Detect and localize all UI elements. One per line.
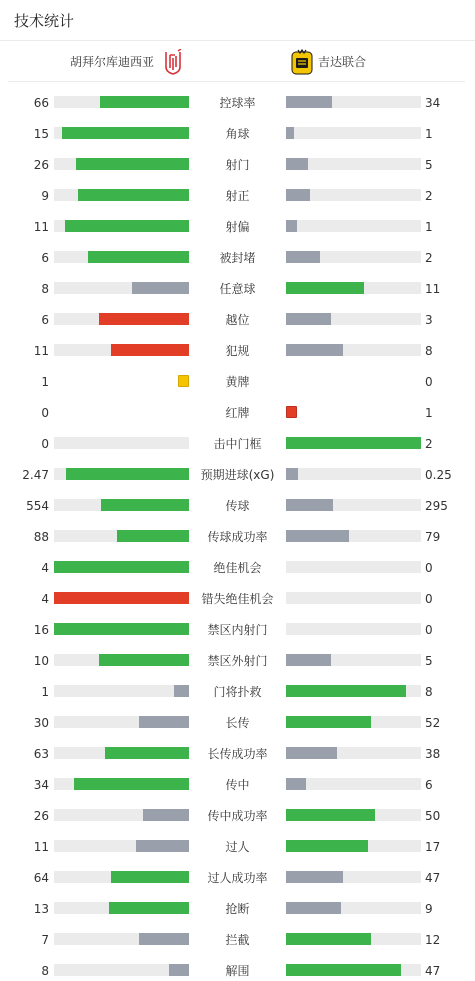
stat-label: 犯规 bbox=[225, 344, 250, 358]
stat-label: 红牌 bbox=[225, 406, 250, 420]
stat-label: 过人成功率 bbox=[207, 871, 268, 885]
home-stat-value: 26 bbox=[33, 809, 49, 823]
away-stat-bar bbox=[286, 499, 421, 511]
home-stat-bar-fill bbox=[117, 530, 189, 542]
stat-label: 解围 bbox=[225, 964, 250, 978]
away-stat-bar bbox=[286, 840, 421, 852]
away-stat-bar-fill bbox=[286, 251, 320, 263]
stat-row bbox=[0, 592, 475, 606]
home-stat-value: 7 bbox=[41, 933, 49, 947]
away-stat-bar-fill bbox=[286, 468, 298, 480]
away-stat-bar bbox=[286, 623, 421, 635]
stat-row bbox=[0, 313, 475, 327]
home-stat-bar-fill bbox=[101, 499, 189, 511]
home-stat-value: 4 bbox=[41, 561, 49, 575]
stat-label: 黄牌 bbox=[225, 375, 250, 389]
away-stat-value: 17 bbox=[425, 840, 441, 854]
home-stat-bar bbox=[54, 437, 189, 449]
stat-row bbox=[0, 623, 475, 637]
stat-label: 绝佳机会 bbox=[213, 561, 262, 575]
away-stat-bar bbox=[286, 933, 421, 945]
home-stat-bar bbox=[54, 840, 189, 852]
home-stat-value: 13 bbox=[33, 902, 49, 916]
stat-row bbox=[0, 220, 475, 234]
home-stat-bar-fill bbox=[100, 96, 189, 108]
home-team-logo-icon bbox=[162, 49, 184, 75]
stat-label: 抢断 bbox=[225, 902, 250, 916]
away-stat-value: 0 bbox=[425, 375, 433, 389]
stat-row bbox=[0, 964, 475, 978]
away-stat-bar bbox=[286, 561, 421, 573]
away-stat-bar bbox=[286, 902, 421, 914]
home-stat-bar-fill bbox=[78, 189, 189, 201]
home-stat-bar-fill bbox=[54, 623, 189, 635]
away-stat-bar bbox=[286, 189, 421, 201]
stat-row bbox=[0, 406, 475, 420]
stat-label: 传中成功率 bbox=[207, 809, 268, 823]
home-stat-value: 0 bbox=[41, 406, 49, 420]
home-stat-value: 6 bbox=[41, 313, 49, 327]
home-stat-bar bbox=[54, 158, 189, 170]
away-stat-bar bbox=[286, 282, 421, 294]
home-stat-value: 64 bbox=[33, 871, 49, 885]
away-stat-bar-fill bbox=[286, 716, 371, 728]
stat-row bbox=[0, 685, 475, 699]
stat-label: 击中门框 bbox=[213, 437, 262, 451]
stat-label: 射偏 bbox=[225, 220, 250, 234]
away-stat-value: 47 bbox=[425, 964, 441, 978]
stat-row bbox=[0, 778, 475, 792]
home-stat-bar bbox=[54, 964, 189, 976]
home-stat-value: 1 bbox=[41, 685, 49, 699]
home-stat-value: 2.47 bbox=[22, 468, 49, 482]
home-stat-value: 30 bbox=[33, 716, 49, 730]
home-stat-value: 10 bbox=[33, 654, 49, 668]
away-stat-bar-fill bbox=[286, 685, 406, 697]
home-stat-bar-fill bbox=[132, 282, 189, 294]
teams-header bbox=[8, 41, 465, 82]
stat-row bbox=[0, 716, 475, 730]
away-stat-bar bbox=[286, 964, 421, 976]
stat-row bbox=[0, 375, 475, 389]
away-stat-bar bbox=[286, 716, 421, 728]
away-stat-bar bbox=[286, 685, 421, 697]
home-stat-bar-fill bbox=[139, 716, 189, 728]
home-stat-bar bbox=[54, 220, 189, 232]
home-stat-value: 16 bbox=[33, 623, 49, 637]
away-stat-bar-fill bbox=[286, 96, 332, 108]
home-stat-bar bbox=[54, 561, 189, 573]
away-stat-value: 11 bbox=[425, 282, 441, 296]
away-stat-bar bbox=[286, 158, 421, 170]
away-stat-value: 9 bbox=[425, 902, 433, 916]
home-stat-value: 63 bbox=[33, 747, 49, 761]
stat-label: 被封堵 bbox=[219, 251, 256, 265]
home-team[interactable] bbox=[70, 41, 184, 82]
home-stat-bar bbox=[54, 685, 189, 697]
home-stat-value: 11 bbox=[33, 344, 49, 358]
away-stat-value: 3 bbox=[425, 313, 433, 327]
home-stat-value: 6 bbox=[41, 251, 49, 265]
away-stat-bar-fill bbox=[286, 499, 333, 511]
stat-row bbox=[0, 189, 475, 203]
home-stat-bar-fill bbox=[54, 561, 189, 573]
stat-label: 越位 bbox=[225, 313, 250, 327]
stat-row bbox=[0, 437, 475, 451]
stat-row bbox=[0, 933, 475, 947]
away-stat-bar-fill bbox=[286, 871, 343, 883]
home-stat-bar bbox=[54, 189, 189, 201]
home-stat-value: 34 bbox=[33, 778, 49, 792]
home-stat-bar bbox=[54, 871, 189, 883]
away-stat-value: 38 bbox=[425, 747, 441, 761]
home-stat-value: 9 bbox=[41, 189, 49, 203]
home-stat-bar-fill bbox=[109, 902, 189, 914]
away-team-logo-icon bbox=[291, 49, 313, 75]
away-stat-value: 0 bbox=[425, 561, 433, 575]
home-stat-value: 1 bbox=[41, 375, 49, 389]
away-stat-value: 34 bbox=[425, 96, 441, 110]
away-stat-bar-fill bbox=[286, 282, 364, 294]
away-stat-bar-fill bbox=[286, 747, 337, 759]
away-stat-value: 8 bbox=[425, 344, 433, 358]
page-title: 技术统计 bbox=[14, 12, 75, 30]
home-stat-bar-fill bbox=[169, 964, 189, 976]
stat-row bbox=[0, 871, 475, 885]
away-stat-value: 5 bbox=[425, 158, 433, 172]
away-stat-value: 295 bbox=[425, 499, 448, 513]
home-stat-bar bbox=[54, 251, 189, 263]
home-stat-bar-fill bbox=[136, 840, 189, 852]
away-stat-value: 1 bbox=[425, 127, 433, 141]
home-stat-bar bbox=[54, 344, 189, 356]
home-stat-bar bbox=[54, 96, 189, 108]
home-stat-value: 11 bbox=[33, 840, 49, 854]
home-stat-bar-fill bbox=[105, 747, 189, 759]
home-stat-bar bbox=[54, 468, 189, 480]
away-stat-value: 2 bbox=[425, 251, 433, 265]
away-stat-bar bbox=[286, 96, 421, 108]
stat-row bbox=[0, 530, 475, 544]
stat-row bbox=[0, 127, 475, 141]
away-stat-bar-fill bbox=[286, 530, 349, 542]
home-stat-bar-fill bbox=[111, 871, 189, 883]
stat-row bbox=[0, 809, 475, 823]
stat-label: 传球 bbox=[225, 499, 250, 513]
away-stat-bar-fill bbox=[286, 902, 341, 914]
home-stat-bar-fill bbox=[65, 220, 189, 232]
away-stat-bar bbox=[286, 778, 421, 790]
home-stat-bar-fill bbox=[139, 933, 189, 945]
away-stat-value: 52 bbox=[425, 716, 441, 730]
away-stat-bar bbox=[286, 592, 421, 604]
away-red-card-icon bbox=[286, 406, 297, 418]
away-stat-value: 47 bbox=[425, 871, 441, 885]
home-stat-value: 8 bbox=[41, 282, 49, 296]
away-stat-bar bbox=[286, 654, 421, 666]
stat-row bbox=[0, 282, 475, 296]
home-stat-bar-fill bbox=[54, 592, 189, 604]
home-yellow-card-icon bbox=[178, 375, 189, 387]
away-stat-bar-fill bbox=[286, 964, 401, 976]
home-stat-bar bbox=[54, 933, 189, 945]
away-stat-value: 2 bbox=[425, 189, 433, 203]
home-team-name: 胡拜尔库迪西亚 bbox=[69, 55, 154, 69]
away-stat-bar-fill bbox=[286, 344, 343, 356]
stat-label: 控球率 bbox=[219, 96, 256, 110]
stat-label: 任意球 bbox=[219, 282, 256, 296]
away-stat-value: 0 bbox=[425, 592, 433, 606]
away-stat-value: 8 bbox=[425, 685, 433, 699]
away-stat-bar-fill bbox=[286, 127, 294, 139]
away-stat-bar bbox=[286, 251, 421, 263]
away-stat-bar bbox=[286, 220, 421, 232]
home-stat-bar bbox=[54, 623, 189, 635]
away-stat-bar-fill bbox=[286, 809, 375, 821]
stat-row bbox=[0, 561, 475, 575]
home-stat-value: 88 bbox=[33, 530, 49, 544]
home-stat-value: 4 bbox=[41, 592, 49, 606]
stat-label: 射门 bbox=[225, 158, 250, 172]
away-stat-value: 0 bbox=[425, 623, 433, 637]
stat-label: 角球 bbox=[225, 127, 250, 141]
away-stat-bar-fill bbox=[286, 654, 331, 666]
stat-label: 错失绝佳机会 bbox=[201, 592, 274, 606]
away-stat-value: 1 bbox=[425, 406, 433, 420]
home-stat-value: 15 bbox=[33, 127, 49, 141]
away-stat-bar bbox=[286, 809, 421, 821]
home-stat-value: 11 bbox=[33, 220, 49, 234]
away-stat-value: 0.25 bbox=[425, 468, 452, 482]
away-stat-value: 79 bbox=[425, 530, 441, 544]
home-stat-bar bbox=[54, 592, 189, 604]
home-stat-bar bbox=[54, 747, 189, 759]
home-stat-bar bbox=[54, 499, 189, 511]
home-stat-bar bbox=[54, 902, 189, 914]
home-stat-bar bbox=[54, 313, 189, 325]
home-stat-bar-fill bbox=[66, 468, 189, 480]
away-stat-bar bbox=[286, 530, 421, 542]
away-stat-value: 2 bbox=[425, 437, 433, 451]
stat-label: 过人 bbox=[225, 840, 250, 854]
home-stat-bar-fill bbox=[99, 313, 189, 325]
home-stat-bar bbox=[54, 654, 189, 666]
away-team[interactable] bbox=[291, 41, 366, 82]
home-stat-value: 8 bbox=[41, 964, 49, 978]
stat-row bbox=[0, 840, 475, 854]
stat-row bbox=[0, 344, 475, 358]
stat-row bbox=[0, 499, 475, 513]
away-stat-bar-fill bbox=[286, 313, 331, 325]
away-stat-bar-fill bbox=[286, 840, 368, 852]
stat-label: 禁区内射门 bbox=[207, 623, 268, 637]
away-stat-bar bbox=[286, 437, 421, 449]
home-stat-bar bbox=[54, 778, 189, 790]
stat-row bbox=[0, 96, 475, 110]
stat-row bbox=[0, 654, 475, 668]
away-stat-value: 1 bbox=[425, 220, 433, 234]
away-stat-bar-fill bbox=[286, 778, 306, 790]
home-stat-value: 66 bbox=[33, 96, 49, 110]
home-stat-bar bbox=[54, 530, 189, 542]
stat-label: 门将扑救 bbox=[213, 685, 262, 699]
stat-label: 长传 bbox=[225, 716, 250, 730]
home-stat-bar-fill bbox=[62, 127, 189, 139]
away-stat-bar bbox=[286, 747, 421, 759]
home-stat-bar bbox=[54, 282, 189, 294]
home-stat-bar-fill bbox=[99, 654, 189, 666]
stat-label: 传球成功率 bbox=[207, 530, 268, 544]
away-stat-bar-fill bbox=[286, 158, 308, 170]
home-stat-value: 0 bbox=[41, 437, 49, 451]
away-stat-bar-fill bbox=[286, 437, 421, 449]
home-stat-bar-fill bbox=[174, 685, 189, 697]
home-stat-value: 554 bbox=[26, 499, 49, 513]
stat-row bbox=[0, 251, 475, 265]
stat-label: 射正 bbox=[225, 189, 250, 203]
home-stat-bar-fill bbox=[74, 778, 189, 790]
away-stat-bar-fill bbox=[286, 189, 310, 201]
home-stat-bar-fill bbox=[88, 251, 189, 263]
away-stat-bar bbox=[286, 127, 421, 139]
home-stat-bar-fill bbox=[143, 809, 189, 821]
home-stat-bar-fill bbox=[111, 344, 189, 356]
home-stat-bar-fill bbox=[76, 158, 189, 170]
stat-row bbox=[0, 747, 475, 761]
away-stat-value: 6 bbox=[425, 778, 433, 792]
away-stat-bar-fill bbox=[286, 220, 297, 232]
home-stat-bar bbox=[54, 809, 189, 821]
stat-row bbox=[0, 158, 475, 172]
stat-label: 传中 bbox=[225, 778, 250, 792]
title-bar bbox=[0, 0, 475, 41]
away-stat-bar bbox=[286, 871, 421, 883]
away-stat-bar bbox=[286, 313, 421, 325]
away-stat-value: 50 bbox=[425, 809, 441, 823]
away-stat-value: 5 bbox=[425, 654, 433, 668]
home-stat-value: 26 bbox=[33, 158, 49, 172]
away-stat-value: 12 bbox=[425, 933, 441, 947]
home-stat-bar bbox=[54, 716, 189, 728]
stat-row bbox=[0, 902, 475, 916]
away-stat-bar bbox=[286, 344, 421, 356]
home-stat-bar bbox=[54, 127, 189, 139]
stat-label: 拦截 bbox=[225, 933, 250, 947]
stat-label: 长传成功率 bbox=[207, 747, 268, 761]
away-team-name: 吉达联合 bbox=[318, 55, 367, 69]
away-stat-bar bbox=[286, 468, 421, 480]
stat-row bbox=[0, 468, 475, 482]
stat-label: 预期进球(xG) bbox=[200, 468, 275, 482]
away-stat-bar-fill bbox=[286, 933, 371, 945]
stat-label: 禁区外射门 bbox=[207, 654, 268, 668]
